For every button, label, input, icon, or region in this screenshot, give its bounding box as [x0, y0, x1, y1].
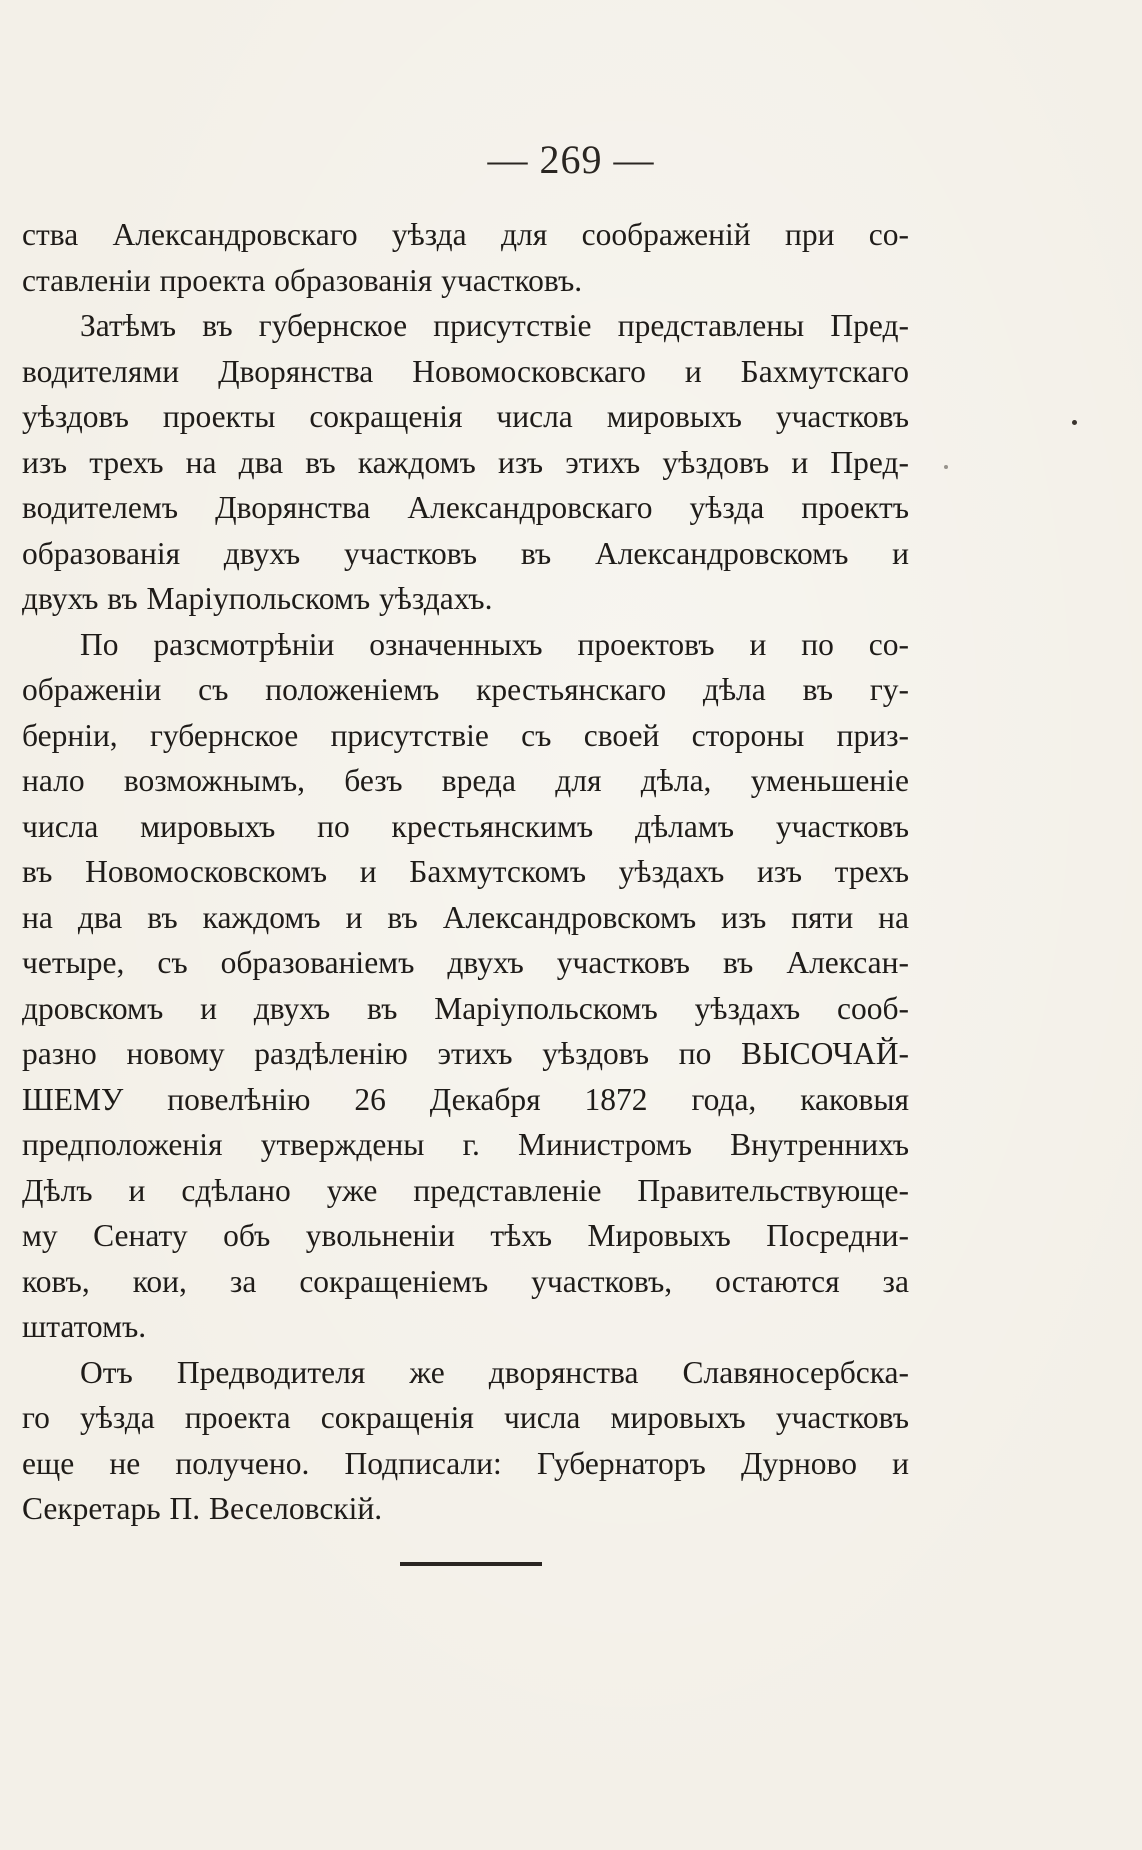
text-line: Затѣмъ въ губернское присутствіе представлены Пред- — [80, 308, 909, 343]
text-line: му Сенату объ увольненіи тѣхъ Мировыхъ Посредни- — [22, 1218, 909, 1253]
print-speck — [1072, 420, 1077, 425]
text-line: на два въ каждомъ и въ Александровскомъ изъ пяти на — [22, 899, 909, 935]
text-line: образованія двухъ участковъ въ Александровскомъ и — [22, 535, 909, 571]
text-line: разно новому раздѣленію этихъ уѣздовъ по ВЫСОЧАЙ- — [22, 1036, 909, 1071]
text-line: числа мировыхъ по крестьянскимъ дѣламъ участковъ — [22, 808, 909, 844]
text-line: го уѣзда проекта сокращенія числа мировыхъ участковъ — [22, 1400, 909, 1435]
closing-rule — [400, 1562, 542, 1566]
text-line: въ Новомосковскомъ и Бахмутскомъ уѣздахъ изъ трехъ — [22, 854, 909, 889]
text-line: ШЕМУ повелѣнію 26 Декабря 1872 года, каковыя — [22, 1081, 909, 1117]
text-line: ковъ, кои, за сокращеніемъ участковъ, остаются за — [22, 1263, 909, 1299]
text-line: Отъ Предводителя же дворянства Славяносербска- — [80, 1354, 909, 1390]
text-line: Дѣлъ и сдѣлано уже представленіе Правительствующе- — [22, 1172, 909, 1208]
text-line: ображеніи съ положеніемъ крестьянскаго дѣла въ гу- — [22, 672, 909, 707]
text-line: предположенія утверждены г. Министромъ Внутреннихъ — [22, 1127, 909, 1162]
text-line: ставленіи проекта образованія участковъ. — [22, 262, 583, 298]
body-text — [22, 212, 909, 1532]
text-line: штатомъ. — [22, 1309, 147, 1344]
text-line: водителями Дворянства Новомосковскаго и Бахмутскаго — [22, 353, 909, 389]
text-line: дровскомъ и двухъ въ Маріупольскомъ уѣздахъ сооб- — [22, 990, 909, 1026]
text-line: ства Александровскаго уѣзда для соображеній при со- — [22, 217, 909, 252]
text-line: нало возможнымъ, безъ вреда для дѣла, уменьшеніе — [22, 763, 909, 798]
print-speck — [944, 465, 948, 469]
text-line: еще не получено. Подписали: Губернаторъ Дурново и — [22, 1445, 909, 1481]
paragraph-1 — [22, 212, 909, 303]
text-line: Секретарь П. Веселовскій. — [22, 1491, 383, 1526]
page-number: — 269 — — [487, 137, 655, 182]
paragraph-3 — [22, 622, 909, 1350]
text-line: уѣздовъ проекты сокращенія числа мировыхъ участковъ — [22, 399, 909, 434]
paragraph-2 — [22, 303, 909, 622]
text-line: По разсмотрѣніи означенныхъ проектовъ и по со- — [80, 626, 909, 662]
text-line: двухъ въ Маріупольскомъ уѣздахъ. — [22, 581, 493, 616]
text-line: водителемъ Дворянства Александровскаго уѣзда проектъ — [22, 490, 909, 525]
text-line: берніи, губернское присутствіе съ своей стороны приз- — [22, 717, 909, 753]
text-line: четыре, съ образованіемъ двухъ участковъ въ Алексан- — [22, 945, 909, 980]
text-line: изъ трехъ на два въ каждомъ изъ этихъ уѣздовъ и Пред- — [22, 444, 909, 480]
paragraph-4 — [22, 1350, 909, 1532]
